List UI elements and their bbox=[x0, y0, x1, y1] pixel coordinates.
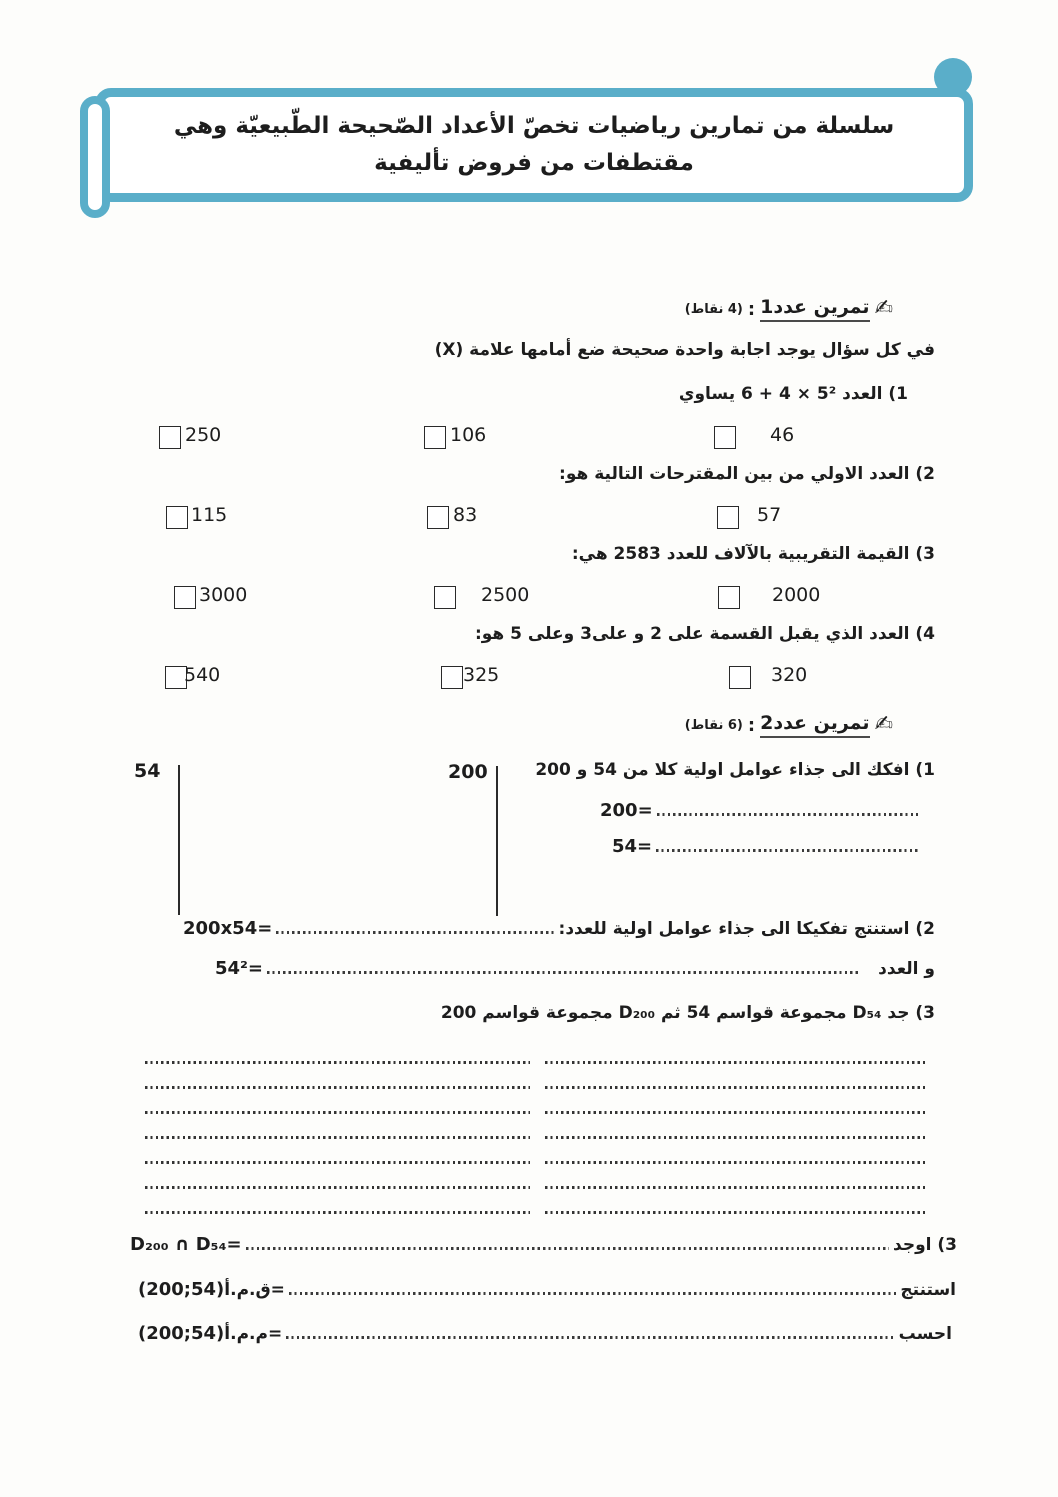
banner-title-line2: مقتطفات من فروض تأليفية bbox=[374, 150, 694, 176]
answer-blank[interactable] bbox=[276, 931, 554, 934]
answer-blank[interactable] bbox=[656, 849, 918, 852]
exercise2-question-2b bbox=[215, 958, 935, 979]
checkbox-2500[interactable] bbox=[434, 586, 456, 609]
answer-blank[interactable] bbox=[289, 1292, 896, 1295]
answer-line[interactable] bbox=[545, 1211, 925, 1214]
gcd-arguments: (200;54) bbox=[138, 1279, 225, 1300]
checkbox-325[interactable] bbox=[441, 666, 463, 689]
answer-line[interactable] bbox=[545, 1086, 925, 1089]
exercise2-title: تمرين عدد2 bbox=[760, 712, 869, 738]
banner-title-line1: سلسلة من تمارين رياضيات تخصّ الأعداد الصّحيحة الطّبيعيّة وهي bbox=[173, 113, 895, 140]
option-label-3000: 3000 bbox=[199, 584, 248, 606]
checkbox-320[interactable] bbox=[729, 666, 751, 689]
checkbox-2000[interactable] bbox=[718, 586, 740, 609]
option-label-250: 250 bbox=[185, 424, 222, 446]
product-equation: 200x54= bbox=[183, 918, 273, 939]
question-3: 3) القيمة التقريبية بالآلاف للعدد 2583 هي: bbox=[571, 544, 935, 564]
exercise2-question-1: 1) افكك الى جذاء عوامل اولية كلا من 54 و 200 bbox=[535, 760, 935, 780]
answer-blank[interactable] bbox=[246, 1247, 889, 1250]
pen-icon: ✍ bbox=[874, 296, 893, 321]
banner-scroll-tail-icon bbox=[80, 96, 110, 218]
blank-54-label: 54= bbox=[612, 836, 653, 857]
answer-line[interactable] bbox=[145, 1061, 530, 1064]
exercise1-title: تمرين عدد1 bbox=[760, 296, 869, 322]
option-label-320: 320 bbox=[771, 664, 808, 686]
exercise2-separator: : bbox=[747, 714, 756, 736]
answer-blank[interactable] bbox=[286, 1336, 894, 1339]
checkbox-106[interactable] bbox=[424, 426, 446, 449]
answer-line[interactable] bbox=[145, 1161, 530, 1164]
intersection-equation: D₂₀₀ ∩ D₅₄= bbox=[130, 1234, 242, 1255]
exercise1-separator: : bbox=[747, 298, 756, 320]
exercise1-header bbox=[685, 296, 893, 322]
question-2-text: 2) استنتج تفكيكا الى جذاء عوامل اولية للعدد: bbox=[558, 919, 935, 939]
tree-label-54: 54 bbox=[134, 760, 161, 782]
question-4: 4) العدد الذي يقبل القسمة على 2 و على3 وعلى 5 هو: bbox=[474, 624, 935, 644]
answer-line[interactable] bbox=[545, 1186, 925, 1189]
checkbox-83[interactable] bbox=[427, 506, 449, 529]
answer-line[interactable] bbox=[145, 1186, 530, 1189]
and-number-text: و العدد bbox=[878, 959, 935, 979]
find-intersection-line bbox=[130, 1234, 957, 1255]
option-label-83: 83 bbox=[453, 504, 478, 526]
gcd-equation: =ق.م.أ bbox=[224, 1280, 285, 1300]
answer-line[interactable] bbox=[545, 1111, 925, 1114]
option-label-115: 115 bbox=[191, 504, 228, 526]
deduce-label: استنتج bbox=[900, 1280, 956, 1300]
blank-200-label: 200= bbox=[600, 800, 653, 821]
deduce-gcd-line bbox=[138, 1279, 956, 1300]
answer-blank[interactable] bbox=[267, 971, 860, 974]
checkbox-3000[interactable] bbox=[174, 586, 196, 609]
answer-line[interactable] bbox=[545, 1161, 925, 1164]
question-2: 2) العدد الاولي من بين المقترحات التالية هو: bbox=[559, 464, 935, 484]
factor-tree-line-54 bbox=[178, 765, 180, 915]
option-label-540: 540 bbox=[184, 664, 221, 686]
compute-label: احسب bbox=[898, 1324, 952, 1344]
option-label-106: 106 bbox=[450, 424, 487, 446]
tree-label-200: 200 bbox=[448, 761, 488, 783]
answer-line[interactable] bbox=[145, 1111, 530, 1114]
answer-line[interactable] bbox=[145, 1086, 530, 1089]
option-label-2500: 2500 bbox=[481, 584, 530, 606]
exercise1-instruction: في كل سؤال يوجد اجابة واحدة صحيحة ضع أمامها علامة (X) bbox=[434, 340, 935, 360]
checkbox-250[interactable] bbox=[159, 426, 181, 449]
answer-line[interactable] bbox=[545, 1061, 925, 1064]
option-label-57: 57 bbox=[757, 504, 782, 526]
answer-line[interactable] bbox=[145, 1136, 530, 1139]
blank-line-54 bbox=[612, 836, 922, 857]
pen-icon: ✍ bbox=[874, 712, 893, 737]
option-label-46: 46 bbox=[770, 424, 795, 446]
compute-lcm-line bbox=[138, 1323, 952, 1344]
exercise1-points: (4 نقاط) bbox=[684, 301, 743, 317]
blank-line-200 bbox=[600, 800, 922, 821]
lcm-equation: =م.م.أ bbox=[224, 1324, 283, 1344]
lcm-arguments: (200;54) bbox=[138, 1323, 225, 1344]
option-label-325: 325 bbox=[463, 664, 500, 686]
checkbox-115[interactable] bbox=[166, 506, 188, 529]
answer-line[interactable] bbox=[145, 1211, 530, 1214]
answer-line[interactable] bbox=[545, 1136, 925, 1139]
answer-blank[interactable] bbox=[657, 813, 918, 816]
factor-tree-line-200 bbox=[496, 766, 498, 916]
question-1: 1) العدد 5² × 4 + 6 يساوي bbox=[678, 384, 908, 404]
exercise2-question-2 bbox=[183, 918, 935, 939]
find-label: 3) اوجد bbox=[893, 1235, 957, 1255]
checkbox-46[interactable] bbox=[714, 426, 736, 449]
checkbox-57[interactable] bbox=[717, 506, 739, 529]
square-equation: 54²= bbox=[215, 958, 264, 979]
exercise2-question-3: 3) جد D₅₄ مجموعة قواسم 54 ثم D₂₀₀ مجموعة قواسم 200 bbox=[440, 1003, 935, 1023]
title-banner bbox=[95, 88, 973, 202]
exercise2-points: (6 نقاط) bbox=[684, 717, 743, 733]
option-label-2000: 2000 bbox=[772, 584, 821, 606]
exercise2-header bbox=[685, 712, 893, 738]
